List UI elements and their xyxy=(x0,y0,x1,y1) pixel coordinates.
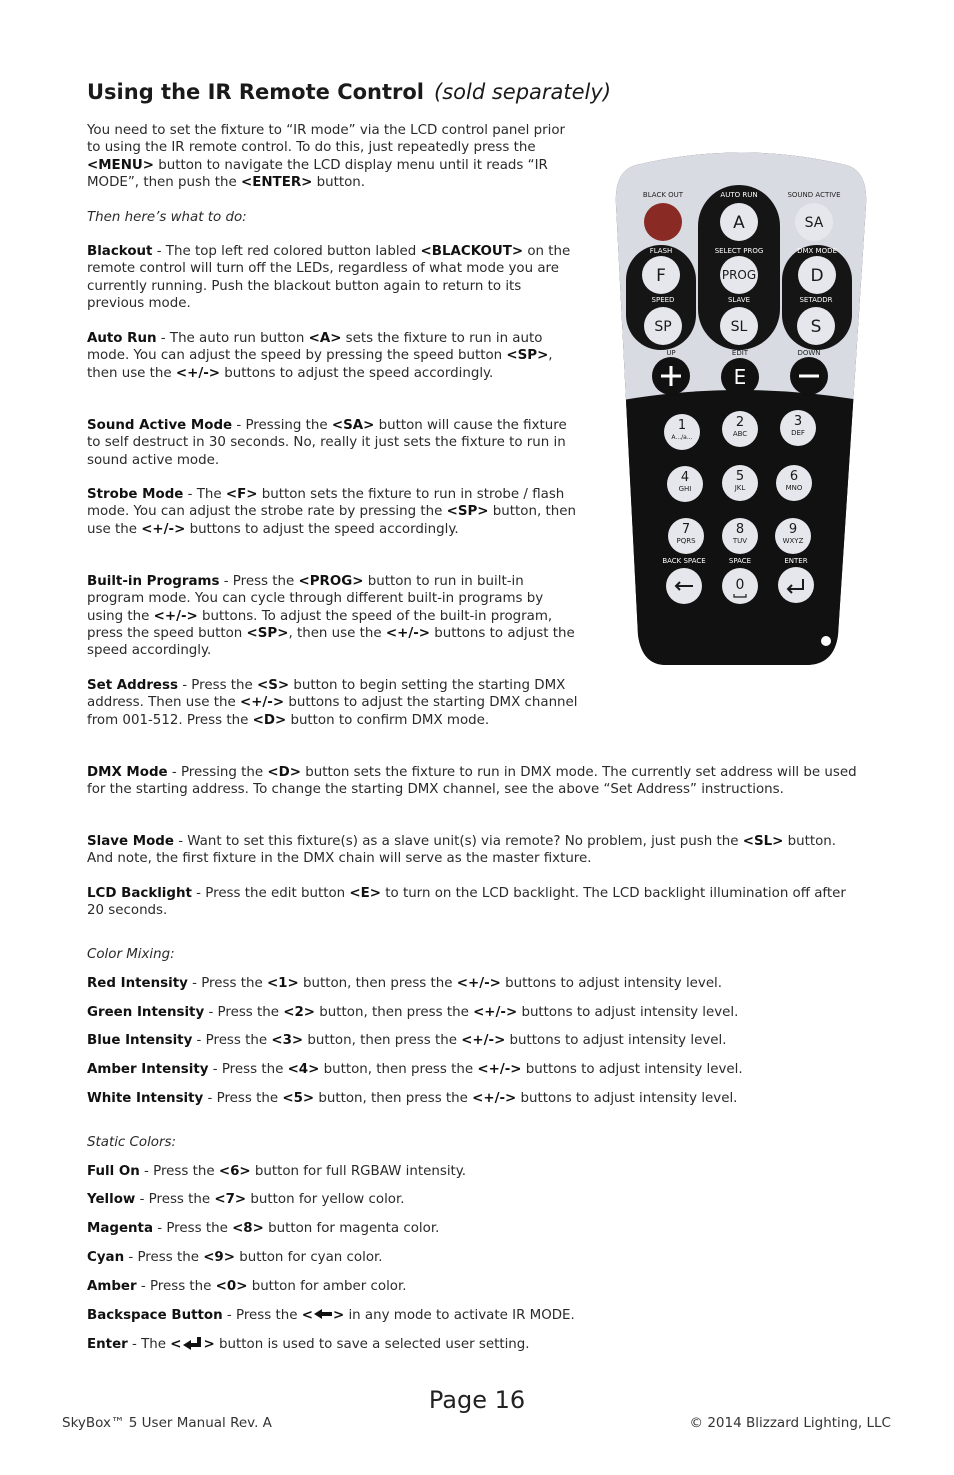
dmx-mode-label: DMX MODE xyxy=(797,247,837,255)
key-4-digit: 4 xyxy=(680,470,690,485)
speed-label: SPEED xyxy=(651,296,675,304)
sa-key-text: SA xyxy=(804,215,824,231)
key-7-digit: 7 xyxy=(681,522,691,537)
key-8-letters: TUV xyxy=(732,537,748,545)
auto-run-label: AUTO RUN xyxy=(720,191,758,199)
white-intensity-line: White Intensity - Press the <5> button, then press the <+/-> buttons to adjust intensity level. xyxy=(87,1091,738,1106)
key-9-digit: 9 xyxy=(788,522,798,537)
edit-label: EDIT xyxy=(731,349,749,357)
page-number: Page 16 xyxy=(428,1386,526,1414)
slave-mode-paragraph: Slave Mode - Want to set this fixture(s) as a slave unit(s) via remote? No problem, just push the <SL> button. And note, the first fixture in the DMX chain will serve as the master fixture. xyxy=(87,834,837,867)
title-main: Using the IR Remote Control xyxy=(87,80,425,104)
blackout-paragraph: Blackout - The top left red colored button labled <BLACKOUT> on the remote control will turn off the LEDs, regardless of what mode you are currently running. Push the blackout button again to return to its previous mode. xyxy=(87,244,571,311)
down-label: DOWN xyxy=(797,349,821,357)
key-5-digit: 5 xyxy=(735,469,745,484)
intro-paragraph: You need to set the fixture to “IR mode” via the LCD control panel prior to using the IR remote control. To do this, just repeatedly press the <MENU> button to navigate the LCD display menu until it reads “IR MODE”, then push the <ENTER> button. xyxy=(87,123,566,190)
enter-label: ENTER xyxy=(784,557,808,565)
backspace-arrow-icon xyxy=(313,1308,333,1320)
set-address-paragraph: Set Address - Press the <S> button to begin setting the starting DMX address. Then use the <+/-> buttons to adjust the starting DMX channel from 001-512. Press the <D> button to confirm DMX mode. xyxy=(87,678,578,728)
d-key-text: D xyxy=(810,266,824,286)
slave-label: SLAVE xyxy=(727,296,751,304)
sound-active-paragraph: Sound Active Mode - Pressing the <SA> button will cause the fixture to self destruct in 30 seconds. No, really it just sets the fixture to run in sound active mode. xyxy=(87,418,567,468)
setaddr-label: SETADDR xyxy=(799,296,833,304)
auto-run-paragraph: Auto Run - The auto run button <A> sets the fixture to run in auto mode. You can adjust the speed by pressing the speed button <SP>, then use the <+/-> buttons to adjust the speed accordingly. xyxy=(87,331,553,381)
footer-right: © 2014 Blizzard Lighting, LLC xyxy=(689,1415,891,1431)
title-sub: (sold separately) xyxy=(434,80,612,104)
color-mixing-heading: Color Mixing: xyxy=(87,947,175,962)
sp-key-text: SP xyxy=(654,319,672,335)
enter-key[interactable] xyxy=(778,567,814,603)
key-1-letters: A.../a... xyxy=(671,434,693,441)
back-space-label: BACK SPACE xyxy=(662,557,706,565)
then-heading: Then here’s what to do: xyxy=(87,210,247,225)
magenta-line: Magenta - Press the <8> button for magenta color. xyxy=(87,1221,440,1236)
ir-remote-illustration xyxy=(606,145,876,675)
prog-key-text: PROG xyxy=(721,268,757,282)
blue-intensity-line: Blue Intensity - Press the <3> button, then press the <+/-> buttons to adjust intensity level. xyxy=(87,1033,727,1048)
key-7-letters: PQRS xyxy=(676,537,696,545)
blackout-label: BLACK OUT xyxy=(642,191,684,199)
space-label: SPACE xyxy=(728,557,752,565)
key-5-letters: JKL xyxy=(734,484,746,492)
sound-active-label: SOUND ACTIVE xyxy=(787,191,841,199)
backspace-line: Backspace Button - Press the < > in any mode to activate IR MODE. xyxy=(87,1308,575,1323)
cyan-line: Cyan - Press the <9> button for cyan color. xyxy=(87,1250,383,1265)
blackout-button[interactable] xyxy=(644,203,682,241)
footer-left: SkyBox™ 5 User Manual Rev. A xyxy=(62,1415,272,1431)
full-on-line: Full On - Press the <6> button for full RGBAW intensity. xyxy=(87,1164,467,1179)
key-3-digit: 3 xyxy=(793,414,803,429)
enter-arrow-icon xyxy=(182,1336,204,1350)
key-8-digit: 8 xyxy=(735,522,745,537)
key-6-digit: 6 xyxy=(789,469,799,484)
amber-intensity-line: Amber Intensity - Press the <4> button, then press the <+/-> buttons to adjust intensity level. xyxy=(87,1062,743,1077)
lcd-backlight-paragraph: LCD Backlight - Press the edit button <E> to turn on the LCD backlight. The LCD backlight illumination off after 20 seconds. xyxy=(87,886,846,919)
e-key-text: E xyxy=(733,365,747,389)
s-key-text: S xyxy=(810,317,822,337)
up-label: UP xyxy=(666,349,676,357)
page-title xyxy=(87,80,611,104)
red-intensity-line: Red Intensity - Press the <1> button, then press the <+/-> buttons to adjust intensity level. xyxy=(87,976,723,991)
strobe-paragraph: Strobe Mode - The <F> button sets the fixture to run in strobe / flash mode. You can adjust the strobe rate by pressing the <SP> button, then use the <+/-> buttons to adjust the speed accordingly. xyxy=(87,487,576,537)
static-colors-heading: Static Colors: xyxy=(87,1135,176,1150)
amber-line: Amber - Press the <0> button for amber color. xyxy=(87,1279,407,1294)
ir-led-indicator xyxy=(821,636,831,646)
key-6-letters: MNO xyxy=(785,484,803,492)
builtin-paragraph: Built-in Programs - Press the <PROG> button to run in built-in program mode. You can cycle through different built-in programs by using the <+/-> buttons. To adjust the speed of the built-in program, press the speed button <SP>, then use the <+/-> buttons to adjust the speed accordingly. xyxy=(87,574,575,659)
f-key-text: F xyxy=(656,266,666,286)
select-prog-label: SELECT PROG xyxy=(714,247,764,255)
key-9-letters: WXYZ xyxy=(782,537,804,545)
key-4-letters: GHI xyxy=(678,485,692,493)
key-3-letters: DEF xyxy=(791,429,805,437)
flash-label: FLASH xyxy=(649,247,673,255)
enter-line: Enter - The < > button is used to save a selected user setting. xyxy=(87,1337,530,1352)
key-0-digit: 0 xyxy=(735,577,745,593)
a-key-text: A xyxy=(733,213,745,233)
green-intensity-line: Green Intensity - Press the <2> button, then press the <+/-> buttons to adjust intensity level. xyxy=(87,1005,739,1020)
sl-key-text: SL xyxy=(730,319,748,335)
key-2-letters: ABC xyxy=(732,430,748,438)
dmx-mode-paragraph: DMX Mode - Pressing the <D> button sets the fixture to run in DMX mode. The currently set address will be used for the starting address. To change the starting DMX channel, see the above “Set Address” instructions. xyxy=(87,765,857,798)
key-1-digit: 1 xyxy=(677,418,687,433)
yellow-line: Yellow - Press the <7> button for yellow color. xyxy=(87,1192,405,1207)
key-2-digit: 2 xyxy=(735,415,745,430)
